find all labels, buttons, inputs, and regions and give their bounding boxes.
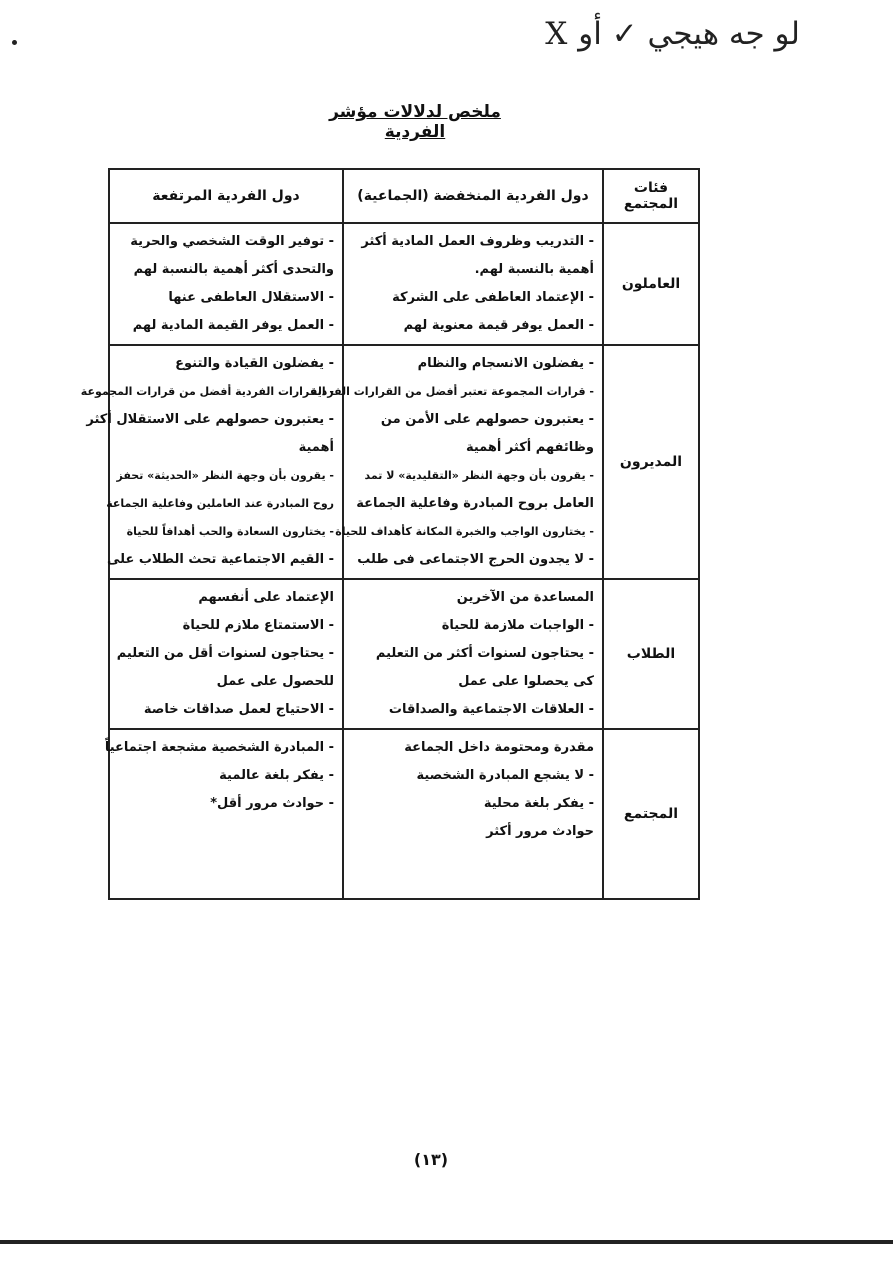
list-item: - التدريب وظروف العمل المادية أكثر [361, 234, 594, 249]
handwritten-note: لو جه هيجي ✓ أو X [545, 16, 800, 52]
list-item: - يقرون بأن وجهة النظر «الحديثة» تحفز [116, 469, 334, 482]
header-low-individualism: دول الفردية المنخفضة (الجماعية) [343, 169, 603, 223]
list-item: كى يحصلوا على عمل [458, 674, 594, 689]
table-row [109, 223, 699, 345]
high-cell [80, 345, 343, 579]
list-item: - يختارون السعادة والحب أهدافاً للحياة [126, 525, 334, 538]
list-item: أهمية بالنسبة لهم. [474, 262, 594, 277]
list-item: - يفضلون الانسجام والنظام [417, 356, 594, 371]
summary-table [80, 168, 700, 900]
category-cell: المجتمع [603, 729, 699, 899]
list-item: - يحتاجون لسنوات أقل من التعليم [116, 646, 334, 661]
bottom-divider [0, 1240, 893, 1244]
table-row [109, 729, 699, 899]
list-item: أهمية [298, 440, 334, 455]
header-category: فئات المجتمع [603, 169, 699, 223]
list-item: والتحدى أكثر أهمية بالنسبة لهم [133, 262, 334, 277]
list-item: - لا يجدون الحرج الاجتماعى فى طلب [357, 552, 594, 567]
high-cell [109, 223, 343, 345]
list-item: - يختارون الواجب والخبرة المكانة كأهداف للحياة [335, 525, 594, 538]
high-cell [104, 729, 343, 899]
list-item: - يفضلون القيادة والتنوع [175, 356, 334, 371]
list-item: مقدرة ومحتومة داخل الجماعة [404, 740, 594, 755]
table-header-row [109, 169, 699, 223]
list-item: العامل بروح المبادرة وفاعلية الجماعة [356, 496, 594, 511]
list-item: - يفكر بلغة محلية [483, 796, 594, 811]
low-cell [343, 223, 603, 345]
list-item: - الواجبات ملازمة للحياة [441, 618, 594, 633]
table-row [109, 579, 699, 729]
list-item: وظائفهم أكثر أهمية [465, 440, 594, 455]
list-item: الإعتماد على أنفسهم [198, 590, 334, 605]
list-item: - يحتاجون لسنوات أكثر من التعليم [375, 646, 594, 661]
list-item: - توفير الوقت الشخصي والحرية [130, 234, 334, 249]
list-item: للحصول على عمل [216, 674, 334, 689]
page-number: (١٣) [413, 1150, 449, 1169]
list-item: روح المبادرة عند العاملين وفاعلية الجماعة [106, 497, 334, 510]
list-item: - قرارات المجموعة تعتبر أفضل من القرارات الفردية [310, 385, 594, 398]
high-cell [109, 579, 343, 729]
list-item: - يعتبرون حصولهم على الاستقلال أكثر [86, 412, 334, 427]
list-item: - يعتبرون حصولهم على الأمن من [380, 412, 594, 427]
category-cell: الطلاب [603, 579, 699, 729]
category-cell: المديرون [603, 345, 699, 579]
list-item: المساعدة من الآخرين [456, 590, 594, 605]
list-item: - الاحتياج لعمل صداقات خاصة [143, 702, 334, 717]
table-row [109, 345, 699, 579]
list-item: - القرارات الفردية أفضل من قرارات المجموعة [80, 385, 334, 398]
list-item: - المبادرة الشخصية مشجعة اجتماعياً [104, 740, 334, 755]
list-item: - الإعتماد العاطفى على الشركة [392, 290, 594, 305]
low-cell [343, 729, 603, 899]
header-high-individualism: دول الفردية المرتفعة [109, 169, 343, 223]
list-item: - العمل يوفر قيمة معنوية لهم [403, 318, 594, 333]
list-item: - القيم الاجتماعية تحث الطلاب على [107, 552, 334, 567]
category-cell: العاملون [603, 223, 699, 345]
page-title: ملخص لدلالات مؤشر الفردية [329, 102, 501, 142]
summary-table-container [80, 168, 700, 874]
low-cell [310, 345, 603, 579]
list-item: - يقرون بأن وجهة النظر «التقليدية» لا تمد [364, 469, 594, 482]
list-item: - الاستقلال العاطفى عنها [168, 290, 334, 305]
list-item: - حوادث مرور أقل* [210, 796, 334, 811]
list-item: - يفكر بلغة عالمية [219, 768, 334, 783]
stray-mark [12, 40, 17, 45]
list-item: - الاستمتاع ملازم للحياة [182, 618, 334, 633]
list-item: - العمل يوفر القيمة المادية لهم [132, 318, 334, 333]
list-item: - لا يشجع المبادرة الشخصية [416, 768, 594, 783]
low-cell [343, 579, 603, 729]
list-item: - العلاقات الاجتماعية والصداقات [388, 702, 594, 717]
list-item: حوادث مرور أكثر [486, 824, 594, 839]
